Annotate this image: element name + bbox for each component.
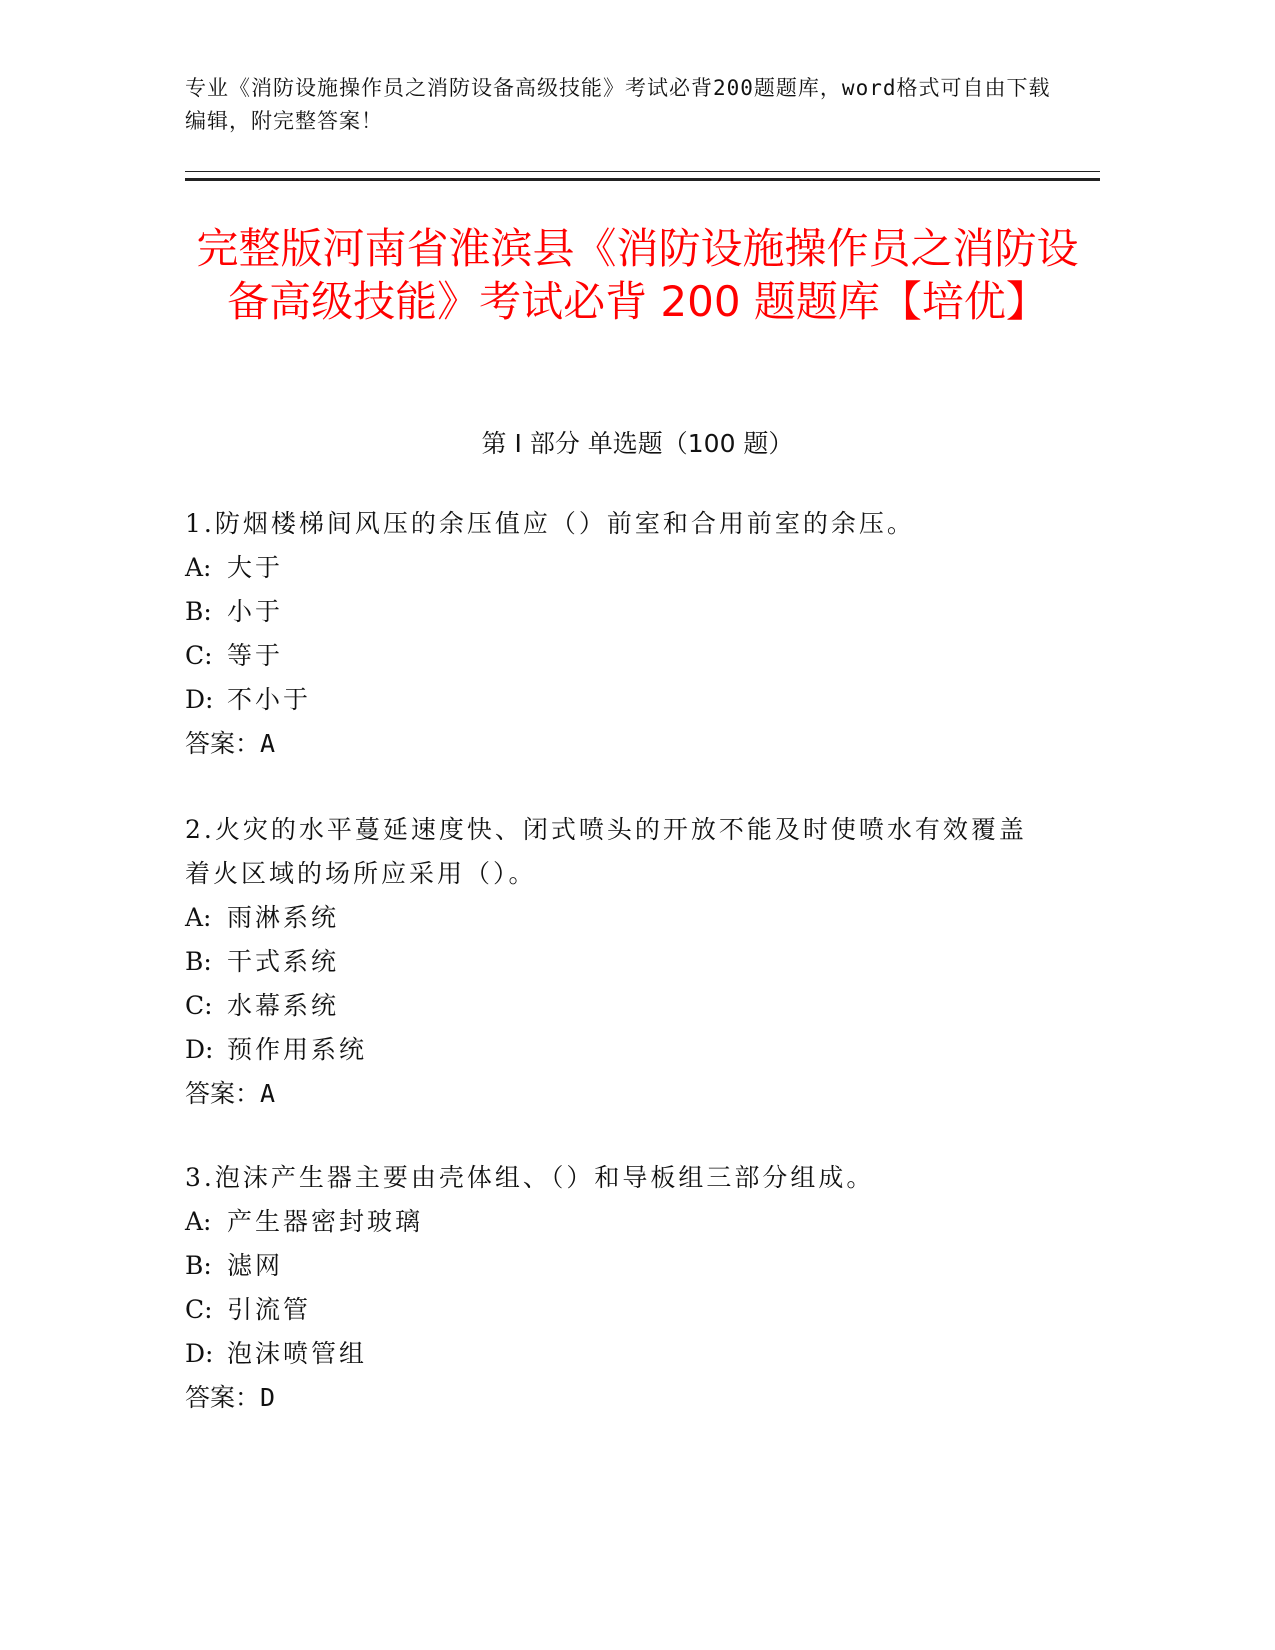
option-a — [185, 546, 1045, 590]
option-letter: A: — [185, 553, 212, 582]
option-letter: D: — [185, 1339, 214, 1368]
answer-value: A — [260, 729, 276, 758]
option-text: 雨淋系统 — [227, 903, 340, 932]
answer — [185, 1376, 1045, 1420]
section-title: 第 I 部分 单选题（100 题） — [481, 429, 794, 458]
option-c — [185, 1288, 1045, 1332]
answer-label: 答案： — [185, 1079, 261, 1108]
question-stem: 1.防烟楼梯间风压的余压值应（）前室和合用前室的余压。 — [185, 509, 915, 538]
option-letter: B: — [185, 947, 212, 976]
question-stem: 3.泡沫产生器主要由壳体组、（）和导板组三部分组成。 — [185, 1163, 875, 1192]
option-d — [185, 678, 1045, 722]
option-b — [185, 590, 1045, 634]
option-text: 产生器密封玻璃 — [227, 1207, 424, 1236]
answer-label: 答案： — [185, 1383, 261, 1412]
header-divider-thick — [185, 178, 1100, 181]
option-letter: B: — [185, 597, 212, 626]
answer-value: A — [260, 1079, 276, 1108]
option-b — [185, 1244, 1045, 1288]
option-d — [185, 1332, 1045, 1376]
option-letter: A: — [185, 903, 212, 932]
option-text: 水幕系统 — [227, 991, 340, 1020]
option-text: 滤网 — [227, 1251, 284, 1280]
option-letter: D: — [185, 1035, 214, 1064]
option-b — [185, 940, 1045, 984]
question-3 — [185, 1156, 1045, 1420]
option-c — [185, 984, 1045, 1028]
answer-label: 答案： — [185, 729, 261, 758]
option-letter: C: — [185, 641, 213, 670]
question-stem: 2.火灾的水平蔓延速度快、闭式喷头的开放不能及时使喷水有效覆盖着火区域的场所应采用（）。 — [185, 815, 1027, 888]
answer-value: D — [260, 1383, 276, 1412]
question-1 — [185, 502, 1045, 766]
option-letter: C: — [185, 991, 213, 1020]
option-text: 小于 — [227, 597, 284, 626]
option-c — [185, 634, 1045, 678]
option-text: 等于 — [227, 641, 284, 670]
option-text: 泡沫喷管组 — [227, 1339, 368, 1368]
option-text: 引流管 — [227, 1295, 312, 1324]
option-text: 预作用系统 — [227, 1035, 368, 1064]
header-note: 专业《消防设施操作员之消防设备高级技能》考试必背200题题库，word格式可自由下载编辑，附完整答案！ — [185, 76, 1051, 133]
option-letter: D: — [185, 685, 214, 714]
option-letter: A: — [185, 1207, 212, 1236]
option-letter: B: — [185, 1251, 212, 1280]
option-text: 大于 — [227, 553, 284, 582]
document-title: 完整版河南省淮滨县《消防设施操作员之消防设备高级技能》考试必背 200 题题库【培优】 — [196, 224, 1079, 326]
question-2 — [185, 808, 1045, 1116]
option-letter: C: — [185, 1295, 213, 1324]
option-a — [185, 896, 1045, 940]
header-divider-thin — [185, 171, 1100, 172]
answer — [185, 1072, 1045, 1116]
option-text: 干式系统 — [227, 947, 340, 976]
option-d — [185, 1028, 1045, 1072]
answer — [185, 722, 1045, 766]
option-text: 不小于 — [227, 685, 312, 714]
option-a — [185, 1200, 1045, 1244]
